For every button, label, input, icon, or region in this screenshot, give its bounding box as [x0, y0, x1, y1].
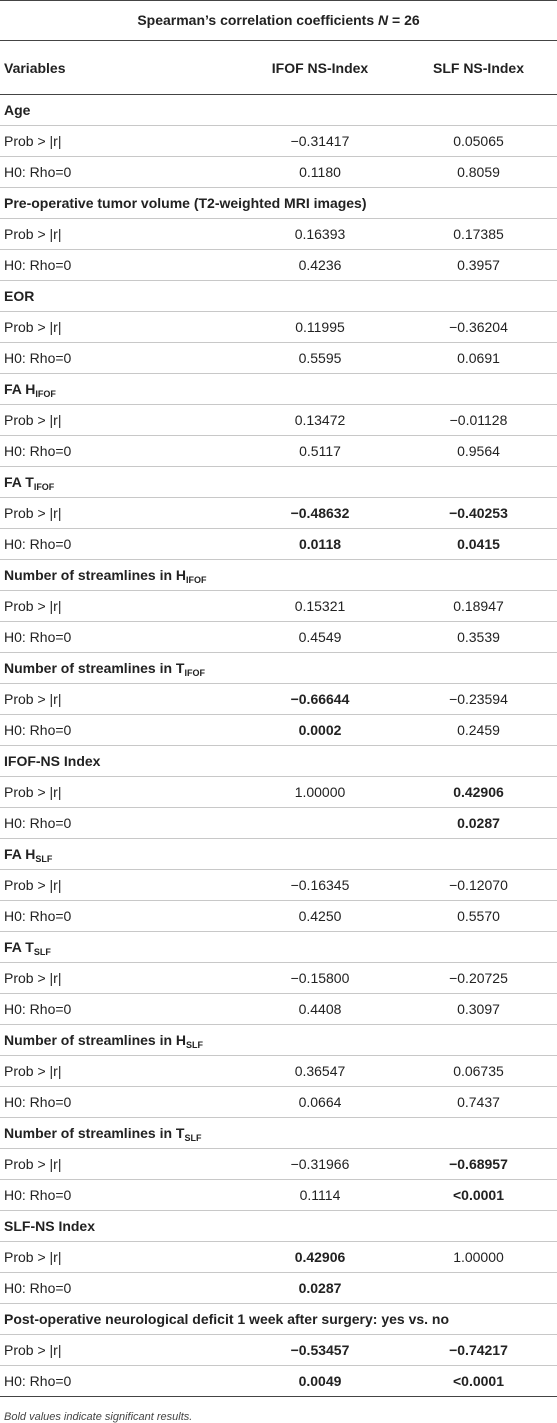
h0-row [0, 1087, 557, 1118]
group-label-text: Number of streamlines in H [4, 567, 187, 583]
group-label [0, 560, 557, 591]
slf-p-value-cell: 0.0415 [400, 529, 557, 560]
ifof-coefficient-cell: −0.31417 [240, 126, 400, 157]
ifof-p-value-cell: 0.1114 [240, 1180, 400, 1211]
h0-row [0, 808, 557, 839]
group-row [0, 932, 557, 963]
h0-label: H0: Rho=0 [0, 1087, 240, 1118]
group-label-text: Number of streamlines in H [4, 1032, 187, 1048]
group-row [0, 560, 557, 591]
prob-label: Prob > |r| [0, 498, 240, 529]
h0-label: H0: Rho=0 [0, 529, 240, 560]
group-label [0, 746, 557, 777]
h0-label: H0: Rho=0 [0, 994, 240, 1025]
ifof-p-value-cell: 0.4408 [240, 994, 400, 1025]
ifof-coefficient-cell: 0.36547 [240, 1056, 400, 1087]
ifof-coefficient-cell: −0.66644 [240, 684, 400, 715]
ifof-coefficient-cell: 0.11995 [240, 312, 400, 343]
h0-row [0, 529, 557, 560]
group-row [0, 1211, 557, 1242]
group-row [0, 374, 557, 405]
ifof-p-value-cell: 0.0287 [240, 1273, 400, 1304]
slf-coefficient-cell: −0.12070 [400, 870, 557, 901]
ifof-p-value-cell: 0.0664 [240, 1087, 400, 1118]
title-n: N [378, 12, 389, 28]
group-label-text: IFOF-NS Index [4, 753, 101, 769]
slf-p-value-cell: 0.2459 [400, 715, 557, 746]
group-label [0, 95, 557, 126]
group-label-text: Number of streamlines in T [4, 660, 185, 676]
ifof-coefficient-cell: 1.00000 [240, 777, 400, 808]
h0-label: H0: Rho=0 [0, 250, 240, 281]
h0-label: H0: Rho=0 [0, 157, 240, 188]
slf-p-value-cell: <0.0001 [400, 1366, 557, 1397]
ifof-coefficient-cell: −0.53457 [240, 1335, 400, 1366]
ifof-coefficient-cell: 0.15321 [240, 591, 400, 622]
prob-label: Prob > |r| [0, 777, 240, 808]
group-label-text: FA T [4, 474, 34, 490]
prob-label: Prob > |r| [0, 1335, 240, 1366]
footnote: Bold values indicate significant results. [4, 1411, 193, 1423]
prob-label: Prob > |r| [0, 1242, 240, 1273]
prob-row [0, 1056, 557, 1087]
h0-label: H0: Rho=0 [0, 715, 240, 746]
prob-label: Prob > |r| [0, 684, 240, 715]
ifof-coefficient-cell: −0.15800 [240, 963, 400, 994]
table-title [0, 0, 557, 40]
slf-coefficient-cell: 0.18947 [400, 591, 557, 622]
slf-coefficient-cell: 0.05065 [400, 126, 557, 157]
group-row [0, 1118, 557, 1149]
ifof-p-value-cell: 0.0002 [240, 715, 400, 746]
prob-label: Prob > |r| [0, 963, 240, 994]
ifof-coefficient-cell: −0.48632 [240, 498, 400, 529]
header-slf: SLF NS-Index [400, 41, 557, 95]
prob-row [0, 1242, 557, 1273]
prob-row [0, 591, 557, 622]
prob-row [0, 684, 557, 715]
group-row [0, 188, 557, 219]
h0-row [0, 1180, 557, 1211]
ifof-coefficient-cell: 0.13472 [240, 405, 400, 436]
prob-row [0, 126, 557, 157]
ifof-coefficient-cell: −0.16345 [240, 870, 400, 901]
group-label-subscript: IFOF [184, 668, 205, 678]
slf-coefficient-cell: 0.06735 [400, 1056, 557, 1087]
slf-coefficient-cell: −0.20725 [400, 963, 557, 994]
group-row [0, 95, 557, 126]
header-row [0, 41, 557, 95]
h0-label: H0: Rho=0 [0, 343, 240, 374]
h0-row [0, 250, 557, 281]
group-label [0, 281, 557, 312]
slf-coefficient-cell: 0.17385 [400, 219, 557, 250]
group-label [0, 932, 557, 963]
group-label [0, 467, 557, 498]
prob-row [0, 870, 557, 901]
prob-row [0, 312, 557, 343]
ifof-coefficient-cell: 0.42906 [240, 1242, 400, 1273]
group-label-text: SLF-NS Index [4, 1218, 96, 1234]
slf-p-value-cell: 0.8059 [400, 157, 557, 188]
slf-p-value-cell: <0.0001 [400, 1180, 557, 1211]
h0-label: H0: Rho=0 [0, 1273, 240, 1304]
slf-coefficient-cell: −0.23594 [400, 684, 557, 715]
ifof-p-value-cell: 0.0049 [240, 1366, 400, 1397]
slf-p-value-cell: 0.3097 [400, 994, 557, 1025]
prob-label: Prob > |r| [0, 219, 240, 250]
header-ifof: IFOF NS-Index [240, 41, 400, 95]
group-label-subscript: SLF [184, 1133, 202, 1143]
prob-row [0, 963, 557, 994]
group-label [0, 653, 557, 684]
h0-label: H0: Rho=0 [0, 622, 240, 653]
prob-row [0, 1335, 557, 1366]
prob-label: Prob > |r| [0, 126, 240, 157]
ifof-coefficient-cell: −0.31966 [240, 1149, 400, 1180]
h0-row [0, 715, 557, 746]
h0-row [0, 994, 557, 1025]
slf-coefficient-cell: −0.01128 [400, 405, 557, 436]
h0-label: H0: Rho=0 [0, 901, 240, 932]
h0-label: H0: Rho=0 [0, 1366, 240, 1397]
group-label-text: FA H [4, 846, 36, 862]
group-label [0, 839, 557, 870]
group-label-subscript: SLF [35, 854, 53, 864]
group-label [0, 374, 557, 405]
prob-row [0, 405, 557, 436]
prob-label: Prob > |r| [0, 1149, 240, 1180]
group-row [0, 653, 557, 684]
group-row [0, 467, 557, 498]
ifof-p-value-cell: 0.0118 [240, 529, 400, 560]
prob-row [0, 1149, 557, 1180]
h0-row [0, 1366, 557, 1397]
ifof-p-value-cell: 0.4250 [240, 901, 400, 932]
slf-p-value-cell: 0.5570 [400, 901, 557, 932]
slf-coefficient-cell: −0.68957 [400, 1149, 557, 1180]
ifof-p-value-cell: 0.5117 [240, 436, 400, 467]
group-label-subscript: IFOF [33, 482, 55, 492]
slf-coefficient-cell: −0.40253 [400, 498, 557, 529]
group-label-text: FA T [4, 939, 34, 955]
ifof-p-value-cell: 0.1180 [240, 157, 400, 188]
group-row [0, 746, 557, 777]
group-label-subscript: SLF [33, 947, 51, 957]
slf-p-value-cell: 0.3957 [400, 250, 557, 281]
prob-row [0, 219, 557, 250]
slf-p-value-cell: 0.7437 [400, 1087, 557, 1118]
h0-row [0, 901, 557, 932]
group-row [0, 1304, 557, 1335]
group-label-text: Age [4, 102, 31, 118]
correlation-table [0, 40, 557, 1397]
ifof-p-value-cell: 0.4236 [240, 250, 400, 281]
prob-label: Prob > |r| [0, 312, 240, 343]
group-label-subscript: IFOF [186, 575, 207, 585]
ifof-p-value-cell: 0.5595 [240, 343, 400, 374]
prob-label: Prob > |r| [0, 1056, 240, 1087]
group-label-text: Number of streamlines in T [4, 1125, 185, 1141]
ifof-p-value-cell [240, 808, 400, 839]
slf-coefficient-cell: −0.36204 [400, 312, 557, 343]
group-label-text: Pre-operative tumor volume (T2-weighted MRI images) [4, 195, 367, 211]
prob-label: Prob > |r| [0, 405, 240, 436]
prob-row [0, 498, 557, 529]
h0-row [0, 343, 557, 374]
prob-label: Prob > |r| [0, 870, 240, 901]
ifof-coefficient-cell: 0.16393 [240, 219, 400, 250]
group-label [0, 1211, 557, 1242]
ifof-p-value-cell: 0.4549 [240, 622, 400, 653]
slf-coefficient-cell: 0.42906 [400, 777, 557, 808]
h0-row [0, 436, 557, 467]
group-label-text: Post-operative neurological deficit 1 week after surgery: yes vs. no [4, 1311, 450, 1327]
group-row [0, 1025, 557, 1056]
prob-row [0, 777, 557, 808]
group-label-text: FA H [4, 381, 36, 397]
slf-p-value-cell: 0.3539 [400, 622, 557, 653]
slf-p-value-cell: 0.0287 [400, 808, 557, 839]
group-label-subscript: SLF [186, 1040, 204, 1050]
group-label [0, 1118, 557, 1149]
h0-row [0, 157, 557, 188]
group-row [0, 839, 557, 870]
slf-p-value-cell: 0.9564 [400, 436, 557, 467]
header-variables: Variables [0, 41, 240, 95]
group-label [0, 1025, 557, 1056]
group-label-subscript: IFOF [35, 389, 56, 399]
slf-p-value-cell [400, 1273, 557, 1304]
group-row [0, 281, 557, 312]
h0-row [0, 1273, 557, 1304]
group-label [0, 188, 557, 219]
group-label [0, 1304, 557, 1335]
slf-p-value-cell: 0.0691 [400, 343, 557, 374]
h0-label: H0: Rho=0 [0, 808, 240, 839]
group-label-text: EOR [4, 288, 35, 304]
slf-coefficient-cell: 1.00000 [400, 1242, 557, 1273]
title-suffix: = 26 [388, 12, 420, 28]
h0-row [0, 622, 557, 653]
h0-label: H0: Rho=0 [0, 1180, 240, 1211]
prob-label: Prob > |r| [0, 591, 240, 622]
title-text: Spearman’s correlation coefficients [137, 12, 379, 28]
h0-label: H0: Rho=0 [0, 436, 240, 467]
table-body [0, 95, 557, 1397]
slf-coefficient-cell: −0.74217 [400, 1335, 557, 1366]
